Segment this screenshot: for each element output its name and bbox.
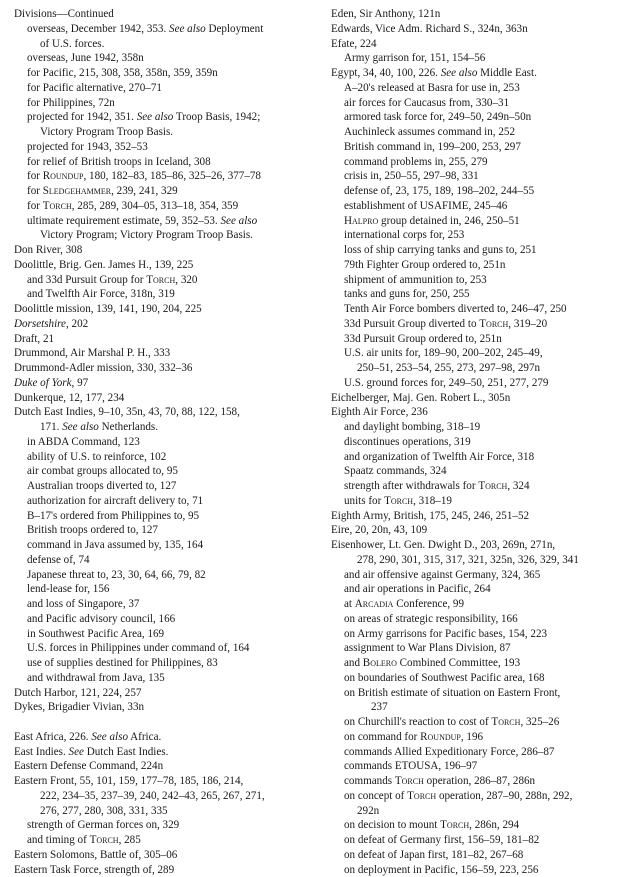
index-subentry bbox=[331, 332, 635, 347]
index-subentry bbox=[14, 435, 322, 450]
index-subentry bbox=[14, 214, 322, 229]
index-subentry bbox=[14, 22, 322, 37]
entry-text: air forces for Caucasus from, 330–31 bbox=[344, 97, 509, 109]
index-subentry bbox=[331, 243, 635, 258]
entry-text: Roundup bbox=[43, 170, 84, 182]
index-subentry bbox=[331, 804, 635, 819]
entry-text: of U.S. forces. bbox=[40, 38, 104, 50]
index-subentry bbox=[331, 464, 635, 479]
entry-text: projected for 1942, 351. bbox=[27, 111, 137, 123]
entry-text: Halpro bbox=[344, 215, 378, 227]
entry-text: Roundup bbox=[420, 731, 461, 743]
entry-text: overseas, December 1942, 353. bbox=[27, 23, 169, 35]
entry-text: air combat groups allocated to, 95 bbox=[27, 465, 178, 477]
index-subentry bbox=[331, 51, 635, 66]
entry-text: See also bbox=[441, 67, 478, 79]
entry-text: and daylight bombing, 318–19 bbox=[344, 421, 480, 433]
entry-text: , 285 bbox=[119, 834, 141, 846]
entry-text: and Pacific advisory council, 166 bbox=[27, 613, 175, 625]
entry-text: Bolero bbox=[363, 657, 397, 669]
index-subentry bbox=[331, 745, 635, 760]
entry-text: for bbox=[27, 185, 43, 197]
entry-text: operation, 286–87, 286n bbox=[424, 775, 535, 787]
index-subentry bbox=[14, 199, 322, 214]
index-subentry bbox=[14, 450, 322, 465]
index-entry bbox=[14, 759, 322, 774]
entry-text: Doolittle mission, 139, 141, 190, 204, 225 bbox=[14, 303, 202, 315]
entry-text: See also bbox=[169, 23, 206, 35]
entry-text: Conference, 99 bbox=[393, 598, 464, 610]
entry-text: Army garrison for, 151, 154–56 bbox=[344, 52, 485, 64]
entry-text: for bbox=[27, 170, 43, 182]
entry-text: group detained in, 246, 250–51 bbox=[378, 215, 519, 227]
entry-text: on defeat of Germany first, 156–59, 181–82 bbox=[344, 834, 539, 846]
index-entry bbox=[14, 258, 322, 273]
entry-text: Eden, Sir Anthony, 121n bbox=[331, 8, 440, 20]
index-subentry bbox=[14, 627, 322, 642]
index-subentry bbox=[14, 420, 322, 435]
entry-text: Doolittle, Brig. Gen. James H., 139, 225 bbox=[14, 259, 193, 271]
index-subentry bbox=[14, 169, 322, 184]
entry-text: Eastern Defense Command, 224n bbox=[14, 760, 163, 772]
entry-text: overseas, June 1942, 358n bbox=[27, 52, 144, 64]
entry-text: authorization for aircraft delivery to, 71 bbox=[27, 495, 203, 507]
index-subentry bbox=[14, 789, 322, 804]
entry-text: U.S. air units for, 189–90, 200–202, 245–49, bbox=[344, 347, 543, 359]
entry-text: Eighth Army, British, 175, 245, 246, 251–52 bbox=[331, 510, 529, 522]
entry-text: 171. bbox=[40, 421, 62, 433]
index-subentry bbox=[331, 641, 635, 656]
index-subentry bbox=[14, 140, 322, 155]
index-subentry bbox=[331, 671, 635, 686]
index-subentry bbox=[331, 140, 635, 155]
index-subentry bbox=[14, 125, 322, 140]
index-entry bbox=[14, 774, 322, 789]
index-subentry bbox=[14, 597, 322, 612]
index-subentry bbox=[331, 568, 635, 583]
entry-text: assignment to War Plans Division, 87 bbox=[344, 642, 511, 654]
entry-text: Combined Committee, 193 bbox=[397, 657, 520, 669]
index-subentry bbox=[14, 538, 322, 553]
entry-text: ultimate requirement estimate, 59, 352–53. bbox=[27, 215, 220, 227]
entry-text: 79th Fighter Group ordered to, 251n bbox=[344, 259, 505, 271]
index-subentry bbox=[331, 346, 635, 361]
index-entry bbox=[331, 66, 635, 81]
entry-text: , 318–19 bbox=[413, 495, 452, 507]
index-subentry bbox=[331, 96, 635, 111]
entry-text: command in Java assumed by, 135, 164 bbox=[27, 539, 203, 551]
entry-text: in Southwest Pacific Area, 169 bbox=[27, 628, 164, 640]
index-subentry bbox=[331, 361, 635, 376]
index-column-right bbox=[331, 7, 635, 877]
entry-text: , 239, 241, 329 bbox=[111, 185, 178, 197]
index-entry bbox=[331, 37, 635, 52]
entry-text: 276, 277, 280, 308, 331, 335 bbox=[40, 805, 168, 817]
entry-text: Auchinleck assumes command in, 252 bbox=[344, 126, 515, 138]
entry-text: command problems in, 255, 279 bbox=[344, 156, 488, 168]
entry-text: , 286n, 294 bbox=[469, 819, 519, 831]
entry-text: 278, 290, 301, 315, 317, 321, 325n, 326, 329, 341 bbox=[357, 554, 579, 566]
index-subentry bbox=[331, 833, 635, 848]
entry-text: See also bbox=[91, 731, 128, 743]
entry-text: Edwards, Vice Adm. Richard S., 324n, 363n bbox=[331, 23, 528, 35]
index-subentry bbox=[331, 214, 635, 229]
index-entry bbox=[331, 509, 635, 524]
index-entry bbox=[14, 745, 322, 760]
index-subentry bbox=[14, 96, 322, 111]
entry-text: 33d Pursuit Group ordered to, 251n bbox=[344, 333, 502, 345]
entry-text: Torch bbox=[146, 274, 175, 286]
entry-text: Dutch East Indies, 9–10, 35n, 43, 70, 88, 122, 158, bbox=[14, 406, 240, 418]
entry-text: U.S. ground forces for, 249–50, 251, 277, 279 bbox=[344, 377, 548, 389]
index-subentry bbox=[14, 509, 322, 524]
entry-text: Torch bbox=[43, 200, 72, 212]
entry-text: Efate, 224 bbox=[331, 38, 377, 50]
entry-text: and loss of Singapore, 37 bbox=[27, 598, 139, 610]
entry-text: See also bbox=[137, 111, 174, 123]
entry-text: and 33d Pursuit Group for bbox=[27, 274, 146, 286]
index-subentry bbox=[331, 420, 635, 435]
entry-text: British troops ordered to, 127 bbox=[27, 524, 158, 536]
index-subentry bbox=[14, 804, 322, 819]
index-subentry bbox=[331, 686, 635, 701]
index-subentry bbox=[14, 110, 322, 125]
index-entry bbox=[14, 346, 322, 361]
index-entry bbox=[14, 848, 322, 863]
entry-text: Deployment bbox=[206, 23, 264, 35]
entry-text: Africa. bbox=[128, 731, 161, 743]
index-subentry bbox=[331, 435, 635, 450]
entry-text: 33d Pursuit Group diverted to bbox=[344, 318, 479, 330]
entry-text: Dutch Harbor, 121, 224, 257 bbox=[14, 687, 141, 699]
entry-text: Troop Basis, 1942; bbox=[173, 111, 260, 123]
index-subentry bbox=[331, 258, 635, 273]
entry-text: crisis in, 250–55, 297–98, 331 bbox=[344, 170, 479, 182]
entry-text: Eisenhower, Lt. Gen. Dwight D., 203, 269n, 271n, bbox=[331, 539, 555, 551]
index-entry bbox=[14, 317, 322, 332]
entry-text: strength of German forces on, 329 bbox=[27, 819, 179, 831]
entry-text: , 325–26 bbox=[520, 716, 559, 728]
index-subentry bbox=[331, 110, 635, 125]
entry-text: Torch bbox=[384, 495, 413, 507]
entry-text: on deployment in Pacific, 156–59, 223, 256 bbox=[344, 864, 538, 876]
entry-text: and bbox=[344, 657, 363, 669]
index-subentry bbox=[331, 317, 635, 332]
entry-text: , 285, 289, 304–05, 313–18, 354, 359 bbox=[72, 200, 238, 212]
index-entry bbox=[331, 523, 635, 538]
blank-line bbox=[14, 715, 322, 730]
index-entry bbox=[14, 376, 322, 391]
entry-text: Arcadia bbox=[355, 598, 394, 610]
index-entry bbox=[331, 22, 635, 37]
entry-text: defense of, 74 bbox=[27, 554, 90, 566]
entry-text: Eire, 20, 20n, 43, 109 bbox=[331, 524, 427, 536]
entry-text: U.S. forces in Philippines under command of, 164 bbox=[27, 642, 249, 654]
entry-text: Eighth Air Force, 236 bbox=[331, 406, 428, 418]
entry-text: for Philippines, 72n bbox=[27, 97, 115, 109]
index-subentry bbox=[331, 125, 635, 140]
index-entry bbox=[14, 686, 322, 701]
entry-text: tanks and guns for, 250, 255 bbox=[344, 288, 470, 300]
index-subentry bbox=[14, 612, 322, 627]
entry-text: for Pacific alternative, 270–71 bbox=[27, 82, 162, 94]
entry-text: Torch bbox=[407, 790, 436, 802]
entry-text: 222, 234–35, 237–39, 240, 242–43, 265, 267, 271, bbox=[40, 790, 265, 802]
entry-text: 250–51, 253–54, 255, 273, 297–98, 297n bbox=[357, 362, 540, 374]
index-subentry bbox=[331, 789, 635, 804]
index-subentry bbox=[331, 228, 635, 243]
entry-text: 237 bbox=[371, 701, 388, 713]
entry-text: Eastern Task Force, strength of, 289 bbox=[14, 864, 174, 876]
entry-text: Torch bbox=[491, 716, 520, 728]
entry-text: on Churchill's reaction to cost of bbox=[344, 716, 491, 728]
index-subentry bbox=[14, 582, 322, 597]
entry-text: ability of U.S. to reinforce, 102 bbox=[27, 451, 166, 463]
entry-text: commands bbox=[344, 775, 395, 787]
entry-text: , 196 bbox=[461, 731, 483, 743]
entry-text: on Army garrisons for Pacific bases, 154, 223 bbox=[344, 628, 547, 640]
index-subentry bbox=[14, 568, 322, 583]
index-subentry bbox=[331, 199, 635, 214]
entry-text: use of supplies destined for Philippines, 83 bbox=[27, 657, 218, 669]
index-subentry bbox=[14, 66, 322, 81]
entry-text: in ABDA Command, 123 bbox=[27, 436, 140, 448]
entry-text: Australian troops diverted to, 127 bbox=[27, 480, 176, 492]
entry-text: armored task force for, 249–50, 249n–50n bbox=[344, 111, 531, 123]
entry-text: Divisions—Continued bbox=[14, 8, 114, 20]
entry-text: establishment of USAFIME, 245–46 bbox=[344, 200, 507, 212]
entry-text: , 319–20 bbox=[508, 318, 547, 330]
entry-text: Torch bbox=[478, 480, 507, 492]
index-entry bbox=[14, 361, 322, 376]
index-subentry bbox=[331, 730, 635, 745]
index-subentry bbox=[14, 287, 322, 302]
entry-text: defense of, 23, 175, 189, 198–202, 244–55 bbox=[344, 185, 534, 197]
entry-text: Spaatz commands, 324 bbox=[344, 465, 447, 477]
entry-text: See also bbox=[220, 215, 257, 227]
entry-text: and organization of Twelfth Air Force, 318 bbox=[344, 451, 534, 463]
entry-text: Torch bbox=[395, 775, 424, 787]
index-entry bbox=[331, 405, 635, 420]
index-subentry bbox=[14, 184, 322, 199]
entry-text: See bbox=[69, 746, 84, 758]
index-subentry bbox=[14, 228, 322, 243]
index-subentry bbox=[331, 155, 635, 170]
entry-text: loss of ship carrying tanks and guns to, 251 bbox=[344, 244, 537, 256]
index-subentry bbox=[14, 818, 322, 833]
index-column-left bbox=[14, 7, 322, 877]
index-entry bbox=[14, 730, 322, 745]
index-subentry bbox=[331, 553, 635, 568]
index-subentry bbox=[14, 671, 322, 686]
entry-text: Drummond, Air Marshal P. H., 333 bbox=[14, 347, 170, 359]
entry-text: British command in, 199–200, 253, 297 bbox=[344, 141, 521, 153]
index-subentry bbox=[331, 450, 635, 465]
index-subentry bbox=[14, 641, 322, 656]
entry-text: lend-lease for, 156 bbox=[27, 583, 109, 595]
entry-text: A–20's released at Basra for use in, 253 bbox=[344, 82, 520, 94]
index-subentry bbox=[331, 759, 635, 774]
entry-text: strength after withdrawals for bbox=[344, 480, 478, 492]
entry-text: Dykes, Brigadier Vivian, 33n bbox=[14, 701, 144, 713]
index-entry bbox=[331, 7, 635, 22]
entry-text: Dunkerque, 12, 177, 234 bbox=[14, 392, 124, 404]
entry-text: Torch bbox=[90, 834, 119, 846]
index-subentry bbox=[331, 774, 635, 789]
entry-text: East Indies. bbox=[14, 746, 69, 758]
entry-text: , 324 bbox=[507, 480, 529, 492]
index-subentry bbox=[14, 833, 322, 848]
index-subentry bbox=[331, 273, 635, 288]
entry-text: and timing of bbox=[27, 834, 90, 846]
index-entry bbox=[14, 332, 322, 347]
entry-text: projected for 1943, 352–53 bbox=[27, 141, 148, 153]
entry-text: international corps for, 253 bbox=[344, 229, 464, 241]
index-subentry bbox=[331, 479, 635, 494]
entry-text: Eichelberger, Maj. Gen. Robert L., 305n bbox=[331, 392, 510, 404]
entry-text: at bbox=[344, 598, 355, 610]
index-entry bbox=[331, 538, 635, 553]
index-subentry bbox=[331, 848, 635, 863]
entry-text: Draft, 21 bbox=[14, 333, 54, 345]
entry-text: for relief of British troops in Iceland, 308 bbox=[27, 156, 211, 168]
index-subentry bbox=[331, 169, 635, 184]
entry-text: on British estimate of situation on Eastern Front, bbox=[344, 687, 560, 699]
entry-text: Eastern Front, 55, 101, 159, 177–78, 185, 186, 214, bbox=[14, 775, 243, 787]
index-subentry bbox=[331, 700, 635, 715]
index-subentry bbox=[331, 494, 635, 509]
index-subentry bbox=[14, 479, 322, 494]
entry-text: on command for bbox=[344, 731, 420, 743]
index-subentry bbox=[14, 494, 322, 509]
entry-text: Torch bbox=[479, 318, 508, 330]
entry-text: Dutch East Indies. bbox=[84, 746, 168, 758]
index-entry bbox=[331, 391, 635, 406]
entry-text: Duke of York bbox=[14, 377, 72, 389]
index-subentry bbox=[14, 273, 322, 288]
entry-text: on decision to mount bbox=[344, 819, 440, 831]
index-subentry bbox=[14, 464, 322, 479]
entry-text: on areas of strategic responsibility, 166 bbox=[344, 613, 518, 625]
entry-text: Victory Program; Victory Program Troop Basis. bbox=[40, 229, 253, 241]
entry-text: on boundaries of Southwest Pacific area, 168 bbox=[344, 672, 545, 684]
entry-text: Middle East. bbox=[477, 67, 536, 79]
index-subentry bbox=[331, 376, 635, 391]
entry-text: 292n bbox=[357, 805, 379, 817]
entry-text: operation, 287–90, 288n, 292, bbox=[436, 790, 572, 802]
index-subentry bbox=[331, 612, 635, 627]
index-subentry bbox=[331, 287, 635, 302]
entry-text: , 202 bbox=[66, 318, 88, 330]
entry-text: commands Allied Expeditionary Force, 286–87 bbox=[344, 746, 554, 758]
entry-text: Torch bbox=[440, 819, 469, 831]
index-subentry bbox=[14, 523, 322, 538]
entry-text: and withdrawal from Java, 135 bbox=[27, 672, 165, 684]
index-entry bbox=[14, 243, 322, 258]
index-entry bbox=[14, 7, 322, 22]
index-subentry bbox=[331, 184, 635, 199]
entry-text: See also bbox=[62, 421, 99, 433]
index-entry bbox=[14, 405, 322, 420]
entry-text: , 97 bbox=[72, 377, 89, 389]
index-subentry bbox=[331, 656, 635, 671]
entry-text: East Africa, 226. bbox=[14, 731, 91, 743]
entry-text: , 180, 182–83, 185–86, 325–26, 377–78 bbox=[83, 170, 261, 182]
index-entry bbox=[14, 391, 322, 406]
entry-text: Sledgehammer bbox=[43, 185, 111, 197]
index-entry bbox=[14, 700, 322, 715]
index-subentry bbox=[14, 37, 322, 52]
index-subentry bbox=[331, 627, 635, 642]
entry-text: discontinues operations, 319 bbox=[344, 436, 471, 448]
entry-text: on concept of bbox=[344, 790, 407, 802]
entry-text: units for bbox=[344, 495, 384, 507]
entry-text: Dorsetshire bbox=[14, 318, 66, 330]
index-subentry bbox=[331, 863, 635, 877]
entry-text: Japanese threat to, 23, 30, 64, 66, 79, 82 bbox=[27, 569, 206, 581]
entry-text: Netherlands. bbox=[99, 421, 158, 433]
entry-text: and Twelfth Air Force, 318n, 319 bbox=[27, 288, 175, 300]
index-subentry bbox=[14, 155, 322, 170]
entry-text: and air operations in Pacific, 264 bbox=[344, 583, 491, 595]
index-entry bbox=[14, 302, 322, 317]
entry-text: on defeat of Japan first, 181–82, 267–68 bbox=[344, 849, 523, 861]
index-subentry bbox=[331, 582, 635, 597]
index-entry bbox=[14, 863, 322, 877]
entry-text: B–17's ordered from Philippines to, 95 bbox=[27, 510, 199, 522]
entry-text: Drummond-Adler mission, 330, 332–36 bbox=[14, 362, 192, 374]
entry-text: for Pacific, 215, 308, 358, 358n, 359, 359n bbox=[27, 67, 218, 79]
entry-text: Eastern Solomons, Battle of, 305–06 bbox=[14, 849, 177, 861]
index-subentry bbox=[14, 81, 322, 96]
index-subentry bbox=[331, 81, 635, 96]
index-subentry bbox=[14, 553, 322, 568]
index-subentry bbox=[331, 597, 635, 612]
entry-text: Egypt, 34, 40, 100, 226. bbox=[331, 67, 441, 79]
index-subentry bbox=[331, 818, 635, 833]
entry-text: Don River, 308 bbox=[14, 244, 82, 256]
entry-text: for bbox=[27, 200, 43, 212]
entry-text: , 320 bbox=[175, 274, 197, 286]
index-subentry bbox=[14, 51, 322, 66]
index-subentry bbox=[331, 715, 635, 730]
entry-text: Tenth Air Force bombers diverted to, 246–47, 250 bbox=[344, 303, 567, 315]
index-subentry bbox=[14, 656, 322, 671]
entry-text: and air offensive against Germany, 324, 365 bbox=[344, 569, 540, 581]
entry-text: commands ETOUSA, 196–97 bbox=[344, 760, 477, 772]
index-subentry bbox=[331, 302, 635, 317]
entry-text: Victory Program Troop Basis. bbox=[40, 126, 173, 138]
entry-text: shipment of ammunition to, 253 bbox=[344, 274, 487, 286]
